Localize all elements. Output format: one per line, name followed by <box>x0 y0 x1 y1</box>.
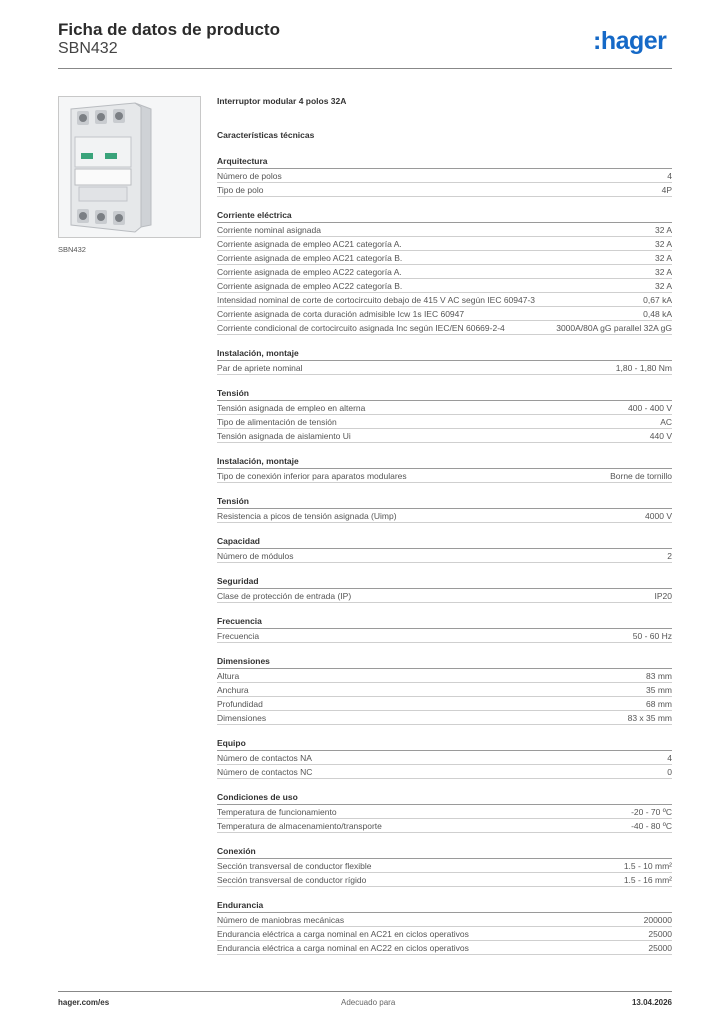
spec-value: 25000 <box>648 929 672 939</box>
spec-row <box>217 549 672 563</box>
spec-label: Par de apriete nominal <box>217 363 303 373</box>
spec-row <box>217 279 672 293</box>
header-divider <box>58 68 672 69</box>
footer-website: hager.com/es <box>58 998 110 1007</box>
spec-row <box>217 429 672 443</box>
spec-label: Número de contactos NC <box>217 767 313 777</box>
spec-label: Sección transversal de conductor rígido <box>217 875 367 885</box>
group-title: Instalación, montaje <box>217 455 672 469</box>
spec-value: 50 - 60 Hz <box>632 631 672 641</box>
spec-label: Endurancia eléctrica a carga nominal en AC22 en ciclos operativos <box>217 943 469 953</box>
spec-group <box>217 455 672 483</box>
spec-label: Número de contactos NA <box>217 753 312 763</box>
spec-group <box>217 347 672 375</box>
spec-label: Profundidad <box>217 699 263 709</box>
image-caption: SBN432 <box>58 245 86 254</box>
spec-row <box>217 183 672 197</box>
spec-content <box>217 96 672 955</box>
spec-group <box>217 845 672 887</box>
spec-groups <box>217 155 672 955</box>
spec-value: 200000 <box>643 915 672 925</box>
spec-row <box>217 751 672 765</box>
spec-row <box>217 913 672 927</box>
document-title: Ficha de datos de producto <box>58 20 280 39</box>
spec-value: 440 V <box>649 431 672 441</box>
spec-value: 1.5 - 10 mm² <box>623 861 672 871</box>
spec-row <box>217 859 672 873</box>
product-image <box>58 96 201 238</box>
spec-label: Número de módulos <box>217 551 294 561</box>
circuit-breaker-picture <box>59 97 200 237</box>
spec-label: Corriente asignada de empleo AC22 categoría A. <box>217 267 402 277</box>
spec-value: 4 <box>667 753 672 763</box>
group-title: Conexión <box>217 845 672 859</box>
spec-row <box>217 765 672 779</box>
group-title: Endurancia <box>217 899 672 913</box>
spec-label: Corriente asignada de empleo AC21 categoría A. <box>217 239 402 249</box>
spec-value: Borne de tornillo <box>610 471 672 481</box>
spec-row <box>217 401 672 415</box>
group-spacer <box>217 483 672 495</box>
spec-value: 400 - 400 V <box>628 403 672 413</box>
group-title: Instalación, montaje <box>217 347 672 361</box>
group-spacer <box>217 725 672 737</box>
spec-row <box>217 265 672 279</box>
spec-row <box>217 683 672 697</box>
spec-row <box>217 169 672 183</box>
spec-label: Sección transversal de conductor flexible <box>217 861 372 871</box>
group-title: Capacidad <box>217 535 672 549</box>
spec-label: Tipo de polo <box>217 185 264 195</box>
spec-row <box>217 629 672 643</box>
spec-group <box>217 655 672 725</box>
group-spacer <box>217 833 672 845</box>
spec-row <box>217 805 672 819</box>
group-spacer <box>217 197 672 209</box>
spec-row <box>217 321 672 335</box>
spec-label: Número de maniobras mecánicas <box>217 915 345 925</box>
spec-group <box>217 495 672 523</box>
spec-row <box>217 307 672 321</box>
spec-row <box>217 469 672 483</box>
spec-row <box>217 361 672 375</box>
spec-label: Tensión asignada de aislamiento Ui <box>217 431 351 441</box>
spec-group <box>217 387 672 443</box>
spec-value: 32 A <box>654 225 672 235</box>
spec-value: 83 x 35 mm <box>627 713 672 723</box>
footer-date: 13.04.2026 <box>631 998 672 1007</box>
spec-value: 0 <box>667 767 672 777</box>
spec-value: 2 <box>667 551 672 561</box>
group-spacer <box>217 887 672 899</box>
group-spacer <box>217 523 672 535</box>
section-heading: Características técnicas <box>217 130 315 140</box>
spec-row <box>217 509 672 523</box>
group-spacer <box>217 779 672 791</box>
group-spacer <box>217 335 672 347</box>
spec-row <box>217 873 672 887</box>
group-spacer <box>217 375 672 387</box>
spec-group <box>217 575 672 603</box>
spec-row <box>217 697 672 711</box>
spec-label: Corriente asignada de empleo AC21 categoría B. <box>217 253 403 263</box>
spec-value: -40 - 80 ºC <box>631 821 672 831</box>
spec-value: 1.5 - 16 mm² <box>623 875 672 885</box>
spec-group <box>217 615 672 643</box>
spec-label: Anchura <box>217 685 249 695</box>
spec-label: Clase de protección de entrada (IP) <box>217 591 352 601</box>
spec-label: Temperatura de funcionamiento <box>217 807 337 817</box>
spec-value: 1,80 - 1,80 Nm <box>615 363 672 373</box>
spec-value: 4000 V <box>645 511 672 521</box>
group-title: Equipo <box>217 737 672 751</box>
spec-value: 4P <box>661 185 672 195</box>
spec-row <box>217 941 672 955</box>
hager-logo: :hager <box>593 27 667 55</box>
group-title: Tensión <box>217 495 672 509</box>
spec-group <box>217 535 672 563</box>
spec-row <box>217 237 672 251</box>
product-description: Interruptor modular 4 polos 32A <box>217 96 347 106</box>
group-title: Seguridad <box>217 575 672 589</box>
spec-value: 32 A <box>654 281 672 291</box>
spec-label: Intensidad nominal de corte de cortocircuito debajo de 415 V AC según IEC 60947-3 <box>217 295 536 305</box>
spec-value: 35 mm <box>646 685 672 695</box>
group-spacer <box>217 643 672 655</box>
spec-value: 32 A <box>654 267 672 277</box>
group-title: Frecuencia <box>217 615 672 629</box>
group-title: Tensión <box>217 387 672 401</box>
spec-value: 0,67 kA <box>643 295 672 305</box>
spec-label: Tipo de conexión inferior para aparatos modulares <box>217 471 407 481</box>
spec-value: 3000A/80A gG parallel 32A gG <box>556 323 672 333</box>
spec-label: Dimensiones <box>217 713 267 723</box>
spec-row <box>217 293 672 307</box>
spec-label: Tensión asignada de empleo en alterna <box>217 403 366 413</box>
spec-label: Frecuencia <box>217 631 260 641</box>
spec-label: Número de polos <box>217 171 282 181</box>
spec-label: Resistencia a picos de tensión asignada (Uimp) <box>217 511 397 521</box>
spec-row <box>217 223 672 237</box>
group-spacer <box>217 603 672 615</box>
group-title: Condiciones de uso <box>217 791 672 805</box>
spec-value: IP20 <box>654 591 672 601</box>
spec-value: 25000 <box>648 943 672 953</box>
spec-label: Tipo de alimentación de tensión <box>217 417 337 427</box>
spec-value: AC <box>660 417 672 427</box>
spec-label: Corriente asignada de empleo AC22 categoría B. <box>217 281 403 291</box>
spec-value: 68 mm <box>646 699 672 709</box>
spec-value: 32 A <box>654 253 672 263</box>
spec-row <box>217 589 672 603</box>
spec-group <box>217 209 672 335</box>
group-title: Corriente eléctrica <box>217 209 672 223</box>
spec-group <box>217 899 672 955</box>
spec-row <box>217 669 672 683</box>
footer-divider <box>58 991 672 992</box>
group-spacer <box>217 443 672 455</box>
spec-value: 32 A <box>654 239 672 249</box>
spec-label: Endurancia eléctrica a carga nominal en AC21 en ciclos operativos <box>217 929 469 939</box>
footer-center-text: Adecuado para <box>341 998 396 1007</box>
spec-row <box>217 251 672 265</box>
spec-label: Corriente asignada de corta duración admisible Icw 1s IEC 60947 <box>217 309 465 319</box>
group-spacer <box>217 563 672 575</box>
product-code: SBN432 <box>58 40 118 57</box>
group-title: Dimensiones <box>217 655 672 669</box>
spec-group <box>217 155 672 197</box>
spec-row <box>217 415 672 429</box>
spec-label: Corriente condicional de cortocircuito asignada Inc según IEC/EN 60669-2-4 <box>217 323 505 333</box>
group-title: Arquitectura <box>217 155 672 169</box>
spec-value: -20 - 70 ºC <box>631 807 672 817</box>
spec-value: 83 mm <box>646 671 672 681</box>
spec-group <box>217 791 672 833</box>
spec-label: Corriente nominal asignada <box>217 225 321 235</box>
spec-group <box>217 737 672 779</box>
spec-row <box>217 927 672 941</box>
spec-row <box>217 711 672 725</box>
spec-label: Altura <box>217 671 240 681</box>
spec-label: Temperatura de almacenamiento/transporte <box>217 821 382 831</box>
spec-row <box>217 819 672 833</box>
spec-value: 0,48 kA <box>643 309 672 319</box>
spec-value: 4 <box>667 171 672 181</box>
